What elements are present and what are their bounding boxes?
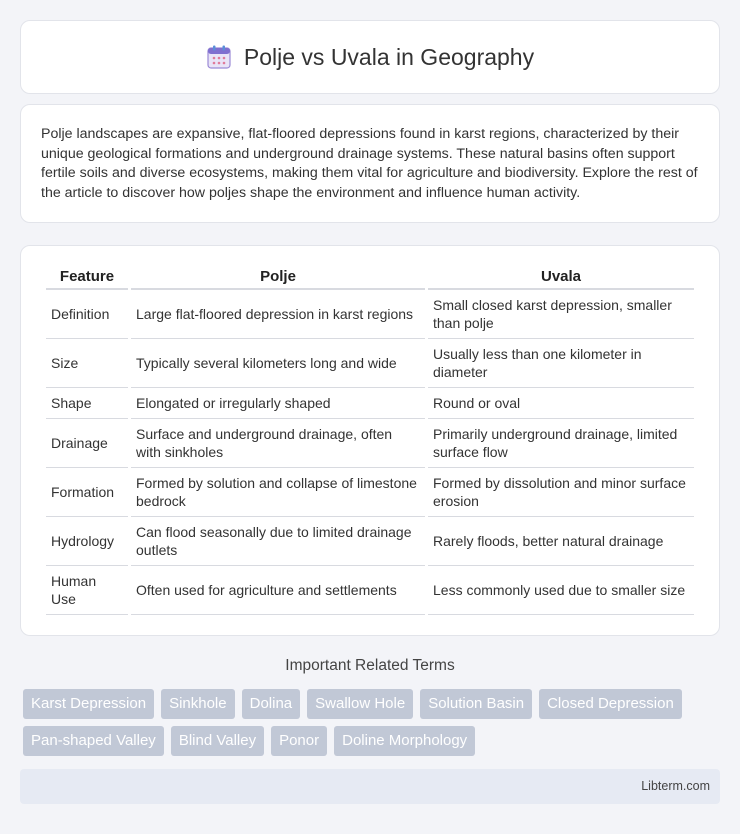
polje-cell: Large flat-floored depression in karst regions [131,290,425,339]
table-row [46,566,694,615]
page-title: Polje vs Uvala in Geography [243,43,535,70]
uvala-cell: Primarily underground drainage, limited surface flow [428,419,694,468]
related-term-tag[interactable]: Blind Valley [171,726,264,756]
related-term-tag[interactable]: Solution Basin [420,689,532,719]
related-term-tag[interactable]: Karst Depression [23,689,154,719]
related-term-tag[interactable]: Doline Morphology [334,726,475,756]
footer-site-link[interactable]: Libterm.com [641,779,710,793]
calendar-icon [206,44,232,70]
table-row [46,339,694,388]
uvala-cell: Formed by dissolution and minor surface erosion [428,468,694,517]
table-row [46,468,694,517]
polje-cell: Formed by solution and collapse of limestone bedrock [131,468,425,517]
uvala-cell: Rarely floods, better natural drainage [428,517,694,566]
related-terms-title: Important Related Terms [285,657,455,674]
header-feature: Feature [46,266,128,290]
feature-cell: Size [46,339,128,388]
polje-cell: Often used for agriculture and settlements [131,566,425,615]
comparison-table-card [20,245,720,636]
related-term-tag[interactable]: Pan-shaped Valley [23,726,164,756]
related-term-tag[interactable]: Dolina [242,689,301,719]
uvala-cell: Less commonly used due to smaller size [428,566,694,615]
intro-card [20,104,720,223]
polje-cell: Typically several kilometers long and wide [131,339,425,388]
feature-cell: Drainage [46,419,128,468]
header-uvala: Uvala [428,266,694,290]
related-term-tag[interactable]: Swallow Hole [307,689,413,719]
table-row [46,290,694,339]
feature-cell: Human Use [46,566,128,615]
feature-cell: Hydrology [46,517,128,566]
feature-cell: Definition [46,290,128,339]
table-row [46,388,694,419]
uvala-cell: Usually less than one kilometer in diameter [428,339,694,388]
table-row [46,419,694,468]
polje-cell: Can flood seasonally due to limited drainage outlets [131,517,425,566]
related-term-tag[interactable]: Sinkhole [161,689,235,719]
uvala-cell: Round or oval [428,388,694,419]
polje-cell: Surface and underground drainage, often with sinkholes [131,419,425,468]
uvala-cell: Small closed karst depression, smaller than polje [428,290,694,339]
feature-cell: Shape [46,388,128,419]
footer [20,769,720,804]
header-polje: Polje [131,266,425,290]
comparison-table [43,266,697,615]
related-term-tag[interactable]: Closed Depression [539,689,682,719]
intro-text: Polje landscapes are expansive, flat-floored depressions found in karst regions, characterized by their unique geological formations and underground drainage systems. These natural basins often support fertile soils and diverse ecosystems, making them vital for agriculture and biodiversity. Explore the rest of the article to discover how poljes shape the environment and influence human activity. [41,126,698,201]
related-term-tag[interactable]: Ponor [271,726,327,756]
table-header-row [46,266,694,290]
polje-cell: Elongated or irregularly shaped [131,388,425,419]
header-card [20,20,720,94]
related-terms-list [23,689,723,756]
feature-cell: Formation [46,468,128,517]
table-row [46,517,694,566]
